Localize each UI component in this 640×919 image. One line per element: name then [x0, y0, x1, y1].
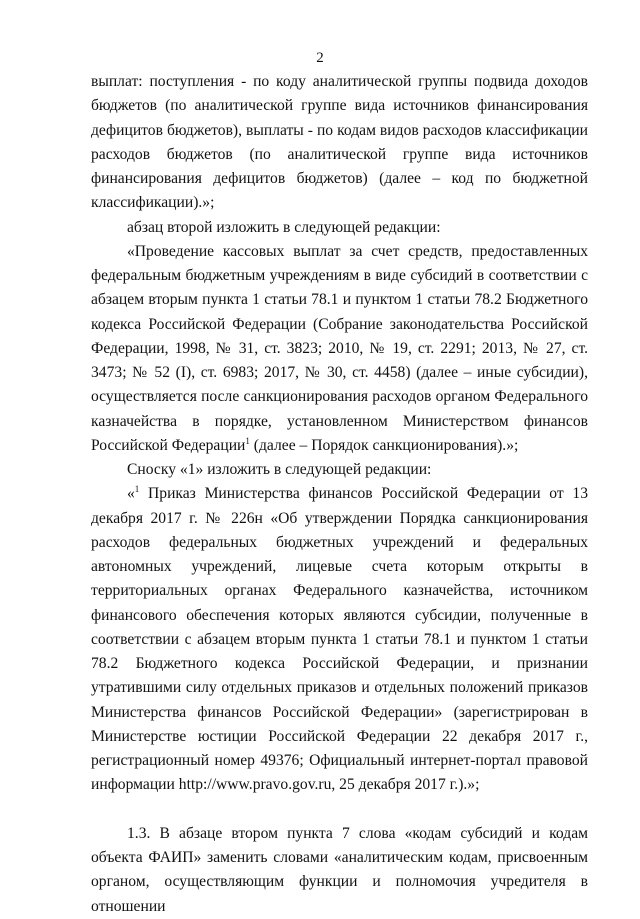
paragraph-3-text: «Проведение кассовых выплат за счет средств, предоставленных федеральным бюджетным учреждениям в виде субсидий в соответствии с абзацем вторым пункта 1 статьи 78.1 и пунктом 1 статьи 78.2 Бюджетного кодекса Российской Федерации (Собрание законодательства Российской Федерации, 1998, № 31, ст. 3823; 2010, № 19, ст. 2291; 2013, № 27, ст. 3473; № 52 (I), ст. 6983; 2017, № 30, ст. 4458) (далее – иные субсидии), осуществляется после санкционирования расходов органом Федерального казначейства в порядке, установленном Министерством финансов Российской Федерации	[91, 242, 588, 454]
paragraph-3	[91, 240, 588, 458]
document-body	[91, 70, 588, 919]
footnote-mark: 1	[245, 435, 250, 446]
footnote-mark: 1	[134, 484, 140, 495]
paragraph-5	[91, 482, 588, 797]
page-number: 2	[316, 50, 324, 66]
paragraph-2: абзац второй изложить в следующей редакции:	[127, 218, 441, 236]
paragraph-1: выплат: поступления - по коду аналитической группы подвида доходов бюджетов (по аналитической группе вида источников финансирования дефицитов бюджетов), выплаты - по кодам видов расходов классификации расходов бюджетов (по аналитической группе вида источников финансирования дефицитов бюджетов) (далее – код по бюджетной классификации).»;	[91, 73, 588, 212]
paragraph-5-text: Приказ Министерства финансов Российской Федерации от 13 декабря 2017 г. № 226н «Об утверждении Порядка санкционирования расходов федеральных бюджетных учреждений и федеральных автономных учреждений, лицевые счета которым открыты в территориальных органах Федерального казначейства, источником финансового обеспечения которых являются субсидии, полученные в соответствии с абзацем вторым пункта 1 статьи 78.1 и пунктом 1 статьи 78.2 Бюджетного кодекса Российской Федерации, и признании утратившими силу отдельных приказов и отдельных положений приказов Министерства финансов Российской Федерации» (зарегистрирован в Министерстве юстиции Российской Федерации 22 декабря 2017 г., регистрационный номер 49376; Официальный интернет-портал правовой информации http://www.pravo.gov.ru, 25 декабря 2017 г.).»;	[91, 485, 588, 794]
paragraph-4: Сноску «1» изложить в следующей редакции:	[127, 461, 432, 478]
quote-open: «	[127, 485, 135, 503]
paragraph-6: 1.3. В абзаце втором пункта 7 слова «кодам субсидий и кодам объекта ФАИП» заменить словами «аналитическим кодам, присвоенным органом, осуществляющим функции и полномочия учредителя в отношении	[91, 824, 588, 915]
paragraph-3-tail: (далее – Порядок санкционирования).»;	[249, 436, 519, 454]
spacer	[91, 798, 588, 822]
